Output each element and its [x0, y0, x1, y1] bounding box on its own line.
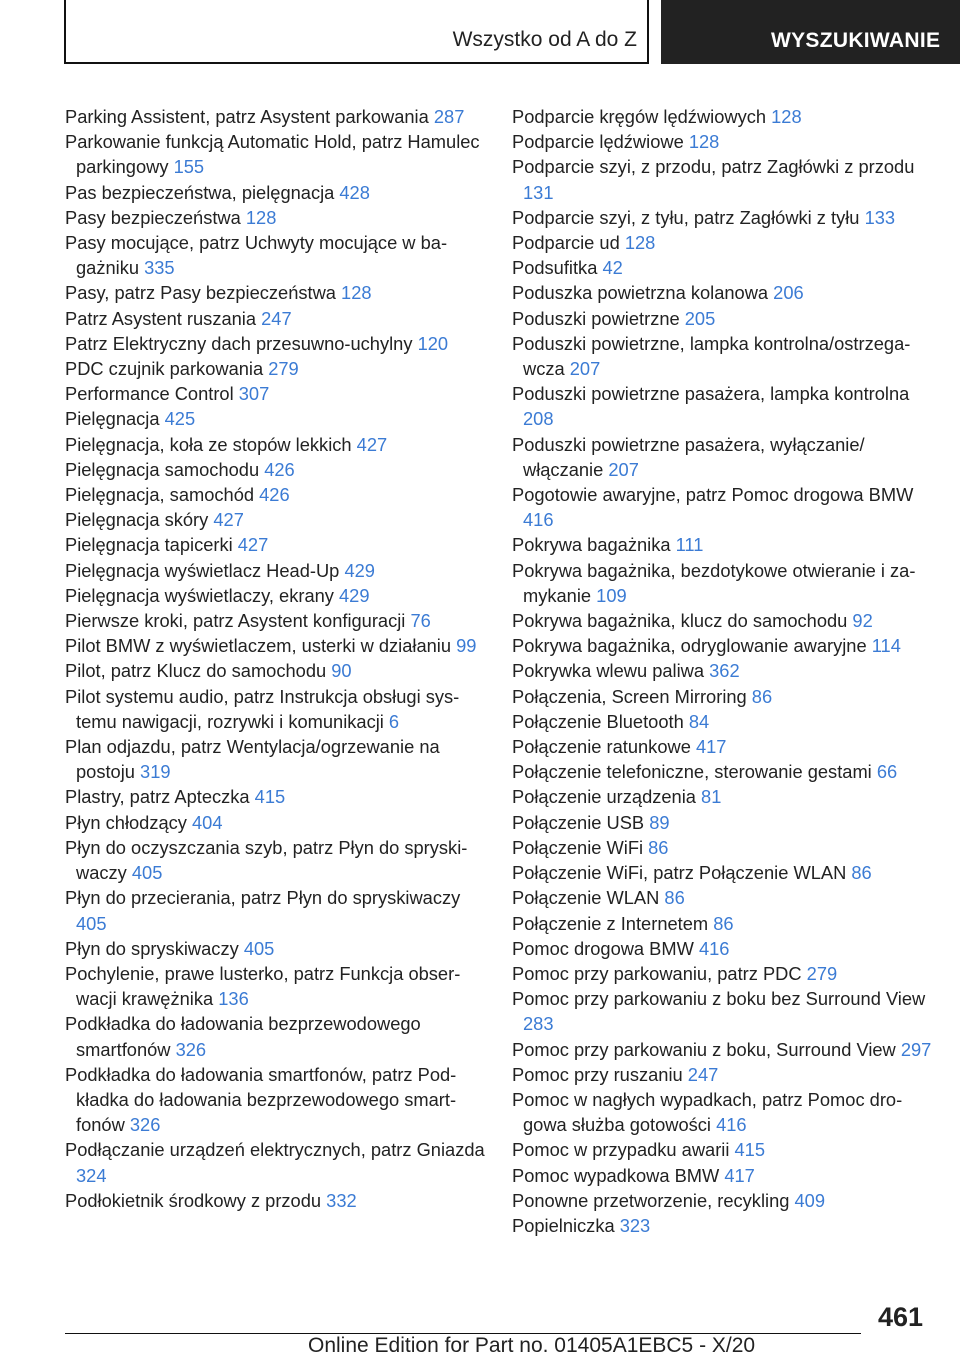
page-link[interactable]: 247 [261, 307, 292, 329]
index-entry [65, 507, 485, 532]
index-entry-text: Plan odjazdu, patrz Wentylacja/ogrzewanie na postoju [65, 736, 440, 783]
index-column-right [512, 104, 932, 1238]
index-entry [512, 381, 932, 431]
index-entry-text: Pomoc w przypadku awarii [512, 1139, 735, 1161]
page-link[interactable]: 86 [851, 862, 872, 884]
page-link[interactable]: 133 [864, 206, 896, 228]
index-entry-text: Płyn chłodzący [65, 811, 193, 833]
page-link[interactable]: 416 [698, 937, 730, 959]
index-entry-text: Patrz Elektryczny dach przesuwno-uchylny [65, 332, 418, 354]
index-entry-text: Parkowanie funkcją Automatic Hold, patrz Hamulec parkingowy [65, 131, 480, 178]
index-entry [512, 154, 932, 204]
page-link[interactable]: 287 [433, 106, 465, 127]
index-entry-text: Podparcie lędźwiowe [512, 131, 689, 153]
page-link[interactable]: 415 [734, 1139, 766, 1161]
page-link[interactable]: 120 [417, 332, 449, 354]
page-link[interactable]: 84 [688, 710, 710, 732]
index-entry-text: Pokrywka wlewu paliwa [512, 660, 710, 682]
index-entry-text: Połączenie telefoniczne, sterowanie gestami [512, 761, 877, 783]
index-entry-text: Podsufitka [512, 257, 603, 279]
search-tab-label: WYSZUKIWANIE [771, 29, 941, 52]
index-entry [512, 1163, 932, 1188]
index-entry [512, 432, 932, 482]
index-entry-text: Pielęgnacja skóry [65, 509, 214, 531]
page-link[interactable]: 416 [523, 509, 554, 531]
index-entry-text: Pomoc drogowa BMW [512, 937, 699, 959]
index-entry-text: Podparcie kręgów lędźwiowych [512, 106, 772, 127]
index-entry [512, 658, 932, 683]
index-entry-text: Pokrywa bagażnika, odryglowanie awaryjne [512, 635, 872, 657]
index-entry [512, 759, 932, 784]
index-entry [512, 835, 932, 860]
index-entry [65, 835, 485, 885]
page-link[interactable]: 81 [701, 786, 722, 808]
index-entry-text: Pasy mocujące, patrz Uchwyty mocujące w bagażniku [65, 232, 448, 279]
index-entry-text: Pasy bezpieczeństwa [65, 206, 246, 228]
index-entry [65, 482, 485, 507]
index-entry-text: Pomoc przy ruszaniu [512, 1063, 688, 1085]
index-entry [65, 104, 485, 129]
index-entry [512, 734, 932, 759]
index-column-left [65, 104, 485, 1213]
index-entry [65, 961, 485, 1011]
page-link[interactable]: 207 [569, 358, 601, 380]
index-entry-text: Pielęgnacja [65, 408, 165, 430]
page-link[interactable]: 362 [709, 660, 740, 682]
page-link[interactable]: 111 [675, 534, 704, 556]
index-entry [65, 356, 485, 381]
page-link[interactable]: 89 [649, 811, 670, 833]
index-entry [512, 1213, 932, 1238]
index-entry-text: Pomoc przy parkowaniu z boku bez Surround View [512, 988, 926, 1010]
index-entry-text: Połączenie Bluetooth [512, 710, 689, 732]
index-entry [512, 1037, 932, 1062]
index-entry-text: Ponowne przetworzenie, recykling [512, 1189, 795, 1211]
page-link[interactable]: 66 [876, 761, 898, 783]
index-entry [65, 532, 485, 557]
index-entry-text: Pilot BMW z wyświetlaczem, usterki w działaniu [65, 635, 457, 657]
page-link[interactable]: 429 [344, 559, 375, 581]
page-link[interactable]: 206 [773, 282, 804, 304]
index-entry-text: Podkładka do ładowania smartfonów, patrz Podkładka do ładowania bezprzewodowego smartfonów [65, 1063, 457, 1136]
index-entry [512, 104, 932, 129]
index-entry [65, 784, 485, 809]
index-entry-text: Pilot, patrz Klucz do samochodu [65, 660, 332, 682]
index-entry-text: Pielęgnacja, koła ze stopów lekkich [65, 433, 357, 455]
page-link[interactable]: 426 [259, 484, 290, 506]
index-entry [512, 1137, 932, 1162]
index-entry [512, 961, 932, 986]
index-entry-text: Połączenie z Internetem [512, 912, 714, 934]
page-link[interactable]: 128 [341, 282, 372, 304]
index-entry [512, 280, 932, 305]
index-entry [65, 331, 485, 356]
page-link[interactable]: 427 [213, 509, 244, 531]
index-entry-text: Połączenie urządzenia [512, 786, 702, 808]
page-link[interactable]: 319 [140, 761, 171, 783]
page-link[interactable]: 131 [523, 181, 554, 203]
index-entry [512, 306, 932, 331]
page-link[interactable]: 404 [192, 811, 223, 833]
index-entry [65, 180, 485, 205]
index-entry [512, 1062, 932, 1087]
index-entry-text: Performance Control [65, 383, 239, 405]
footer-edition: Online Edition for Part no. 01405A1EBC5 - X/20 [308, 1334, 756, 1357]
page-link[interactable]: 86 [751, 685, 773, 707]
page-link[interactable]: 114 [871, 635, 901, 657]
index-entry [512, 230, 932, 255]
page-link[interactable]: 283 [523, 1013, 554, 1035]
index-entry-text: Pilot systemu audio, patrz Instrukcja obsługi systemu nawigacji, rozrywki i komunikacji [65, 685, 460, 732]
page-link[interactable]: 208 [523, 408, 554, 430]
page-link[interactable]: 297 [900, 1038, 932, 1060]
page-link[interactable]: 42 [602, 257, 623, 279]
index-entry-text: Pielęgnacja samochodu [65, 458, 265, 480]
index-entry [512, 633, 932, 658]
page-link[interactable]: 426 [264, 458, 295, 480]
index-entry [65, 633, 485, 658]
index-entry [512, 885, 932, 910]
index-entry-text: Parking Assistent, patrz Asystent parkowania [65, 106, 434, 127]
index-entry-text: Pielęgnacja wyświetlaczy, ekrany [65, 584, 339, 606]
page-link[interactable]: 86 [664, 887, 685, 909]
index-entry-text: Pielęgnacja wyświetlacz Head-Up [65, 559, 345, 581]
index-entry [65, 1011, 485, 1061]
index-entry-text: Pochylenie, prawe lusterko, patrz Funkcja obserwacji krawężnika [65, 962, 461, 1010]
index-entry-text: Pokrywa bagażnika, klucz do samochodu [512, 610, 853, 632]
index-entry [65, 381, 485, 406]
page-link[interactable]: 335 [144, 257, 175, 279]
index-entry-text: Połączenie WLAN [512, 887, 665, 909]
index-entry [65, 406, 485, 431]
index-entry [512, 810, 932, 835]
index-entry-text: Poduszki powietrzne [512, 307, 685, 329]
index-entry-text: Połączenie ratunkowe [512, 736, 696, 758]
page-link[interactable]: 323 [619, 1214, 651, 1236]
index-entry [512, 911, 932, 936]
page-link[interactable]: 86 [648, 836, 669, 858]
index-entry-text: Połączenia, Screen Mirroring [512, 685, 752, 707]
index-entry [65, 1137, 485, 1187]
index-entry [65, 230, 485, 280]
page-link[interactable]: 405 [76, 912, 107, 934]
index-entry [65, 129, 485, 179]
index-entry-text: Płyn do oczyszczania szyb, patrz Płyn do spryskiwaczy [65, 836, 468, 884]
index-entry-text: Pogotowie awaryjne, patrz Pomoc drogowa BMW [512, 484, 914, 506]
section-tab-label: Wszystko od A do Z [452, 28, 637, 51]
page-link[interactable]: 128 [771, 106, 802, 127]
index-entry [512, 684, 932, 709]
index-entry-text: Pomoc przy parkowaniu, patrz PDC [512, 962, 807, 984]
page-link[interactable]: 405 [131, 862, 163, 884]
page-link[interactable]: 405 [243, 937, 275, 959]
page-link[interactable]: 417 [695, 736, 727, 758]
page-link[interactable]: 326 [175, 1038, 207, 1060]
index-entry-text: Patrz Asystent ruszania [65, 307, 262, 329]
index-entry-text: Poduszki powietrzne pasażera, lampka kontrolna [512, 383, 910, 405]
page-link[interactable]: 128 [624, 232, 656, 254]
index-entry-text: Płyn do przecierania, patrz Płyn do spryskiwaczy [65, 887, 461, 909]
index-entry [65, 432, 485, 457]
index-entry-text: Podparcie ud [512, 232, 625, 254]
index-entry-text: PDC czujnik parkowania [65, 358, 269, 380]
index-entry-text: Połączenie USB [512, 811, 650, 833]
index-entry-text: Pas bezpieczeństwa, pielęgnacja [65, 181, 340, 203]
index-entry-text: Pokrywa bagażnika [512, 534, 676, 556]
page-link[interactable]: 92 [852, 610, 873, 632]
index-entry [65, 734, 485, 784]
page-link[interactable]: 427 [356, 433, 388, 455]
index-entry-text: Podłączanie urządzeń elektrycznych, patrz Gniazda [65, 1139, 485, 1161]
index-entry [512, 1188, 932, 1213]
index-entry [65, 1062, 485, 1138]
index-entry-text: Podparcie szyi, z tyłu, patrz Zagłówki z tyłu [512, 206, 865, 228]
page-link[interactable]: 99 [456, 635, 477, 657]
page-link[interactable]: 326 [129, 1114, 161, 1136]
index-entry-text: Pokrywa bagażnika, bezdotykowe otwieranie i zamykanie [512, 559, 916, 606]
page-link[interactable]: 207 [608, 458, 639, 480]
index-entry [512, 532, 932, 557]
index-entry-text: Poduszki powietrzne, lampka kontrolna/ostrzegawcza [512, 332, 911, 380]
index-entry-text: Podkładka do ładowania bezprzewodowego smartfonów [65, 1013, 421, 1060]
index-entry [512, 608, 932, 633]
page-link[interactable]: 416 [716, 1114, 747, 1136]
index-entry-text: Popielniczka [512, 1214, 620, 1236]
index-entry-text: Poduszki powietrzne pasażera, wyłączanie/ włączanie [512, 433, 865, 480]
page-link[interactable]: 427 [237, 534, 269, 556]
index-entry [512, 709, 932, 734]
index-entry [512, 936, 932, 961]
index-entry [65, 205, 485, 230]
index-entry-text: Pomoc przy parkowaniu z boku, Surround View [512, 1038, 901, 1060]
page-link[interactable]: 417 [724, 1164, 755, 1186]
index-entry [65, 810, 485, 835]
page-link[interactable]: 247 [687, 1063, 719, 1085]
index-entry-text: Pomoc wypadkowa BMW [512, 1164, 725, 1186]
index-entry [512, 986, 932, 1036]
page-link[interactable]: 205 [684, 307, 716, 329]
search-tab[interactable] [661, 0, 960, 64]
page-link[interactable]: 76 [410, 610, 431, 632]
index-entry [512, 784, 932, 809]
page-link[interactable]: 429 [339, 584, 370, 606]
page-link[interactable]: 415 [254, 786, 286, 808]
index-entry-text: Poduszka powietrzna kolanowa [512, 282, 774, 304]
index-entry [512, 331, 932, 381]
index-entry [65, 1188, 485, 1213]
page-link[interactable]: 332 [326, 1189, 357, 1211]
page-link[interactable]: 109 [596, 584, 627, 606]
index-entry-text: Pielęgnacja, samochód [65, 484, 260, 506]
page-link[interactable]: 279 [268, 358, 299, 380]
index-entry-text: Pomoc w nagłych wypadkach, patrz Pomoc drogowa służba gotowości [512, 1088, 903, 1136]
index-entry [512, 255, 932, 280]
index-entry-text: Podparcie szyi, z przodu, patrz Zagłówki z przodu [512, 156, 915, 178]
index-entry [65, 608, 485, 633]
page-link[interactable]: 6 [388, 710, 400, 732]
page-number: 461 [878, 1302, 924, 1332]
page-link[interactable]: 86 [713, 912, 734, 934]
section-tab[interactable] [64, 0, 649, 64]
index-entry [65, 280, 485, 305]
index-entry-text: Plastry, patrz Apteczka [65, 786, 255, 808]
page-link[interactable]: 90 [331, 660, 352, 682]
index-entry-text: Pasy, patrz Pasy bezpieczeństwa [65, 282, 342, 304]
index-entry [512, 205, 932, 230]
index-entry [65, 936, 485, 961]
index-entry [65, 306, 485, 331]
index-entry-text: Pierwsze kroki, patrz Asystent konfiguracji [65, 610, 411, 632]
index-entry [65, 658, 485, 683]
index-entry-text: Połączenie WiFi, patrz Połączenie WLAN [512, 862, 852, 884]
index-entry-text: Pielęgnacja tapicerki [65, 534, 238, 556]
index-entry [512, 558, 932, 608]
page-link[interactable]: 279 [806, 962, 838, 984]
index-entry-text: Połączenie WiFi [512, 836, 649, 858]
page-link[interactable]: 128 [688, 131, 720, 153]
index-entry-text: Podłokietnik środkowy z przodu [65, 1189, 327, 1211]
page-link[interactable]: 409 [794, 1189, 826, 1211]
index-entry [512, 482, 932, 532]
index-entry [65, 684, 485, 734]
page-header [0, 0, 960, 66]
index-entry-text: Płyn do spryskiwaczy [65, 937, 244, 959]
index-entry [65, 885, 485, 935]
index-entry [512, 860, 932, 885]
page-link[interactable]: 155 [173, 156, 205, 178]
page-link[interactable]: 324 [76, 1164, 107, 1186]
page-link[interactable]: 307 [238, 383, 270, 405]
page-link[interactable]: 428 [339, 181, 370, 203]
index-entry [65, 583, 485, 608]
page-link[interactable]: 425 [164, 408, 196, 430]
index-entry [65, 457, 485, 482]
index-entry [65, 558, 485, 583]
page-link[interactable]: 128 [245, 206, 277, 228]
index-entry [512, 1087, 932, 1137]
index-entry [512, 129, 932, 154]
page-link[interactable]: 136 [218, 988, 249, 1010]
